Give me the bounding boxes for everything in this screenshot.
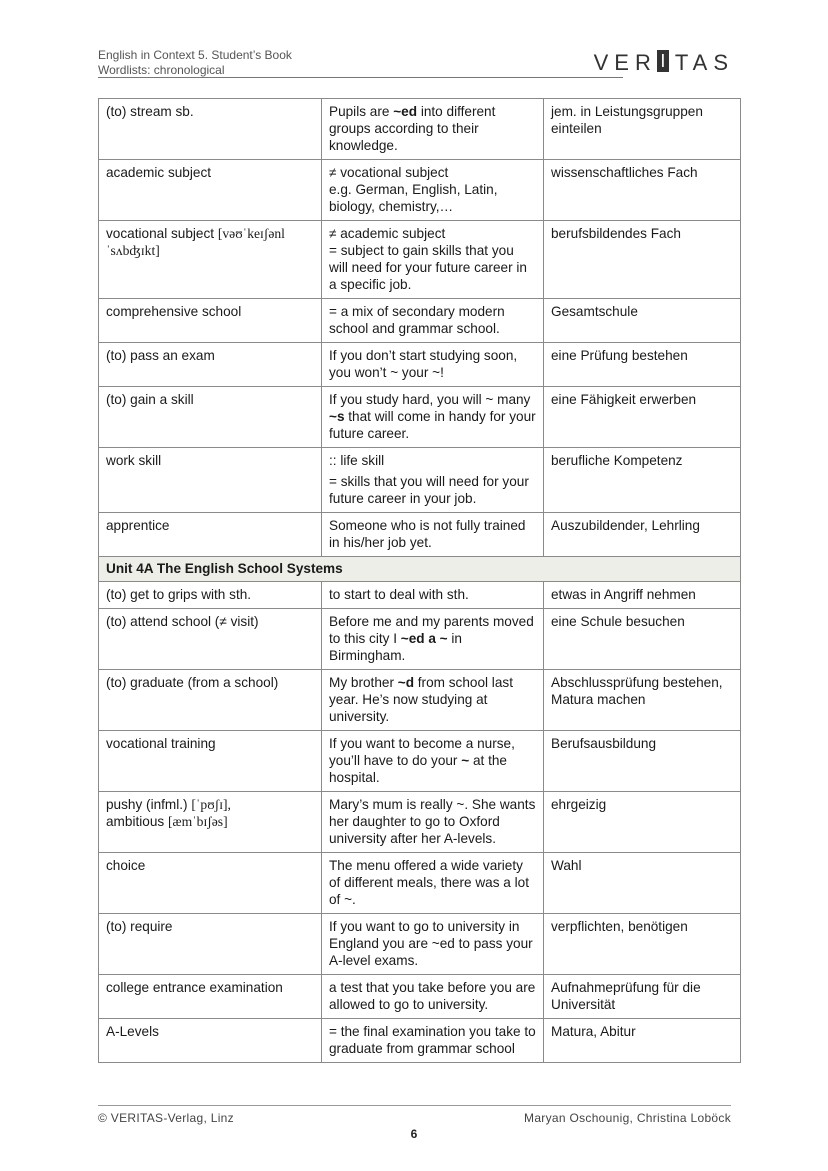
translation-cell [544, 99, 741, 160]
table-row [99, 975, 741, 1019]
definition-cell [322, 670, 544, 731]
translation-cell [544, 448, 741, 513]
term-text: ambitious [106, 814, 168, 829]
definition-text: Mary’s mum is really ~. She wants her daughter to go to Oxford university after her A-levels. [329, 797, 536, 846]
translation-cell [544, 1019, 741, 1063]
definition-text: into different groups according to their knowledge. [329, 104, 496, 153]
definition-text: The menu offered a wide variety of different meals, there was a lot of ~. [329, 858, 529, 907]
definition-text: ~ed a ~ [400, 631, 448, 646]
term-text: (to) attend school (≠ visit) [106, 614, 259, 629]
term-cell [99, 914, 322, 975]
definition-text: = skills that you will need for your future career in your job. [329, 474, 529, 506]
definition-cell [322, 1019, 544, 1063]
definition-text: ~ed [393, 104, 418, 119]
table-row [99, 448, 741, 513]
translation-text: Abschlussprüfung bestehen, Matura machen [551, 675, 723, 707]
definition-cell [322, 914, 544, 975]
definition-cell [322, 343, 544, 387]
definition-text: If you want to go to university in England you are ~ed to pass your A-level exams. [329, 919, 533, 968]
translation-text: Auszubildender, Lehrling [551, 518, 700, 533]
term-cell [99, 448, 322, 513]
translation-text: eine Fähigkeit erwerben [551, 392, 697, 407]
term-text: vocational subject [106, 226, 218, 241]
translation-text: ehrgeizig [551, 797, 607, 812]
table-row [99, 731, 741, 792]
footer-divider [98, 1105, 731, 1106]
term-text: (to) gain a skill [106, 392, 194, 407]
definition-cell [322, 609, 544, 670]
term-text: (to) get to grips with sth. [106, 587, 252, 602]
term-cell [99, 221, 322, 299]
term-text: college entrance examination [106, 980, 283, 995]
term-cell [99, 975, 322, 1019]
translation-text: verpflichten, benötigen [551, 919, 688, 934]
translation-text: eine Schule besuchen [551, 614, 685, 629]
definition-cell [322, 731, 544, 792]
translation-cell [544, 582, 741, 609]
term-text: (to) stream sb. [106, 104, 194, 119]
table-row [99, 160, 741, 221]
definition-cell [322, 299, 544, 343]
definition-text: Someone who is not fully trained in his/her job yet. [329, 518, 526, 550]
translation-text: berufliche Kompetenz [551, 453, 683, 468]
translation-cell [544, 853, 741, 914]
translation-cell [544, 975, 741, 1019]
term-text: (to) require [106, 919, 173, 934]
pronunciation: [ˈpʊʃɪ], [191, 797, 231, 812]
translation-cell [544, 670, 741, 731]
definition-text: :: life skill [329, 453, 385, 468]
definition-text: that will come in handy for your future career. [329, 409, 536, 441]
term-text: apprentice [106, 518, 170, 533]
translation-text: Matura, Abitur [551, 1024, 636, 1039]
translation-cell [544, 914, 741, 975]
definition-text: = a mix of secondary modern school and grammar school. [329, 304, 505, 336]
term-cell [99, 387, 322, 448]
translation-cell [544, 387, 741, 448]
definition-text: ~ [461, 753, 470, 768]
page-footer [98, 1105, 731, 1125]
page-header [98, 48, 734, 78]
translation-cell [544, 513, 741, 557]
term-cell [99, 160, 322, 221]
header-text [98, 48, 292, 78]
translation-text: berufsbildendes Fach [551, 226, 681, 241]
translation-text: etwas in Angriff nehmen [551, 587, 696, 602]
term-cell [99, 792, 322, 853]
translation-text: Berufsausbildung [551, 736, 657, 751]
definition-text: Before me and my parents moved to this city I [329, 614, 534, 646]
table-row [99, 1019, 741, 1063]
translation-text: wissenschaftliches Fach [551, 165, 698, 180]
definition-cell [322, 221, 544, 299]
term-cell [99, 299, 322, 343]
term-text: pushy (infml.) [106, 797, 192, 812]
translation-text: Wahl [551, 858, 582, 873]
translation-text: eine Prüfung bestehen [551, 348, 688, 363]
author-credit: Maryan Oschounig, Christina Loböck [524, 1111, 731, 1125]
definition-cell [322, 99, 544, 160]
table-row [99, 221, 741, 299]
definition-cell [322, 853, 544, 914]
definition-cell [322, 448, 544, 513]
definition-text: in Birmingham. [329, 631, 462, 663]
translation-cell [544, 609, 741, 670]
translation-cell [544, 221, 741, 299]
table-row [99, 99, 741, 160]
table-row [99, 853, 741, 914]
translation-text: jem. in Leistungsgruppen einteilen [551, 104, 703, 136]
section-heading: Unit 4A The English School Systems [99, 557, 741, 582]
translation-text: Gesamtschule [551, 304, 638, 319]
term-text: A-Levels [106, 1024, 159, 1039]
definition-text: If you study hard, you will ~ many [329, 392, 531, 407]
table-row [99, 914, 741, 975]
table-row [99, 792, 741, 853]
definition-text: ~s [329, 409, 345, 424]
table-row [99, 582, 741, 609]
term-cell [99, 343, 322, 387]
definition-text: Pupils are [329, 104, 394, 119]
wordlist-table [98, 98, 741, 1063]
definition-text: to start to deal with sth. [329, 587, 469, 602]
term-text: (to) pass an exam [106, 348, 215, 363]
definition-text: My brother [329, 675, 398, 690]
definition-cell [322, 975, 544, 1019]
term-text: vocational training [106, 736, 216, 751]
term-cell [99, 1019, 322, 1063]
definition-text: If you want to become a nurse, you’ll have to do your [329, 736, 515, 768]
translation-cell [544, 343, 741, 387]
term-cell [99, 582, 322, 609]
table-row [99, 513, 741, 557]
book-title: English in Context 5. Student’s Book [98, 48, 292, 62]
definition-cell [322, 792, 544, 853]
section-title: Wordlists: chronological [98, 63, 225, 77]
term-cell [99, 609, 322, 670]
table-row [99, 609, 741, 670]
definition-text: a test that you take before you are allowed to go to university. [329, 980, 536, 1012]
publisher-credit: © VERITAS-Verlag, Linz [98, 1111, 234, 1125]
definition-text: at the hospital. [329, 753, 507, 785]
term-text: work skill [106, 453, 162, 468]
pronunciation: [æmˈbɪʃəs] [167, 814, 228, 829]
definition-cell [322, 387, 544, 448]
definition-text: = the final examination you take to graduate from grammar school [329, 1024, 536, 1056]
translation-cell [544, 731, 741, 792]
definition-text: = subject to gain skills that you will need for your future career in a specific job. [329, 243, 527, 292]
table-row [99, 343, 741, 387]
definition-text: from school last year. He’s now studying at university. [329, 675, 513, 724]
table-row [99, 387, 741, 448]
term-cell [99, 99, 322, 160]
term-cell [99, 513, 322, 557]
term-cell [99, 853, 322, 914]
term-text: choice [106, 858, 146, 873]
page-number: 6 [410, 1127, 418, 1141]
definition-text: ~d [397, 675, 414, 690]
term-text: comprehensive school [106, 304, 242, 319]
term-text: (to) graduate (from a school) [106, 675, 279, 690]
table-row [99, 299, 741, 343]
term-text: academic subject [106, 165, 212, 180]
definition-text: ≠ vocational subject [329, 165, 449, 180]
term-cell [99, 731, 322, 792]
definition-cell [322, 582, 544, 609]
header-divider [98, 77, 623, 78]
definition-text: If you don’t start studying soon, you won’t ~ your ~! [329, 348, 518, 380]
translation-text: Aufnahmeprüfung für die Universität [551, 980, 701, 1012]
term-cell [99, 670, 322, 731]
translation-cell [544, 299, 741, 343]
table-row [99, 670, 741, 731]
definition-cell [322, 513, 544, 557]
translation-cell [544, 792, 741, 853]
pronunciation: [vəʊˈkeɪʃənl ˈsʌbʤɪkt] [106, 226, 285, 258]
definition-text: e.g. German, English, Latin, biology, chemistry,… [329, 182, 498, 214]
section-heading-row [99, 557, 741, 582]
translation-cell [544, 160, 741, 221]
definition-text: ≠ academic subject [329, 226, 446, 241]
definition-cell [322, 160, 544, 221]
veritas-logo: VER I TAS [593, 50, 734, 75]
